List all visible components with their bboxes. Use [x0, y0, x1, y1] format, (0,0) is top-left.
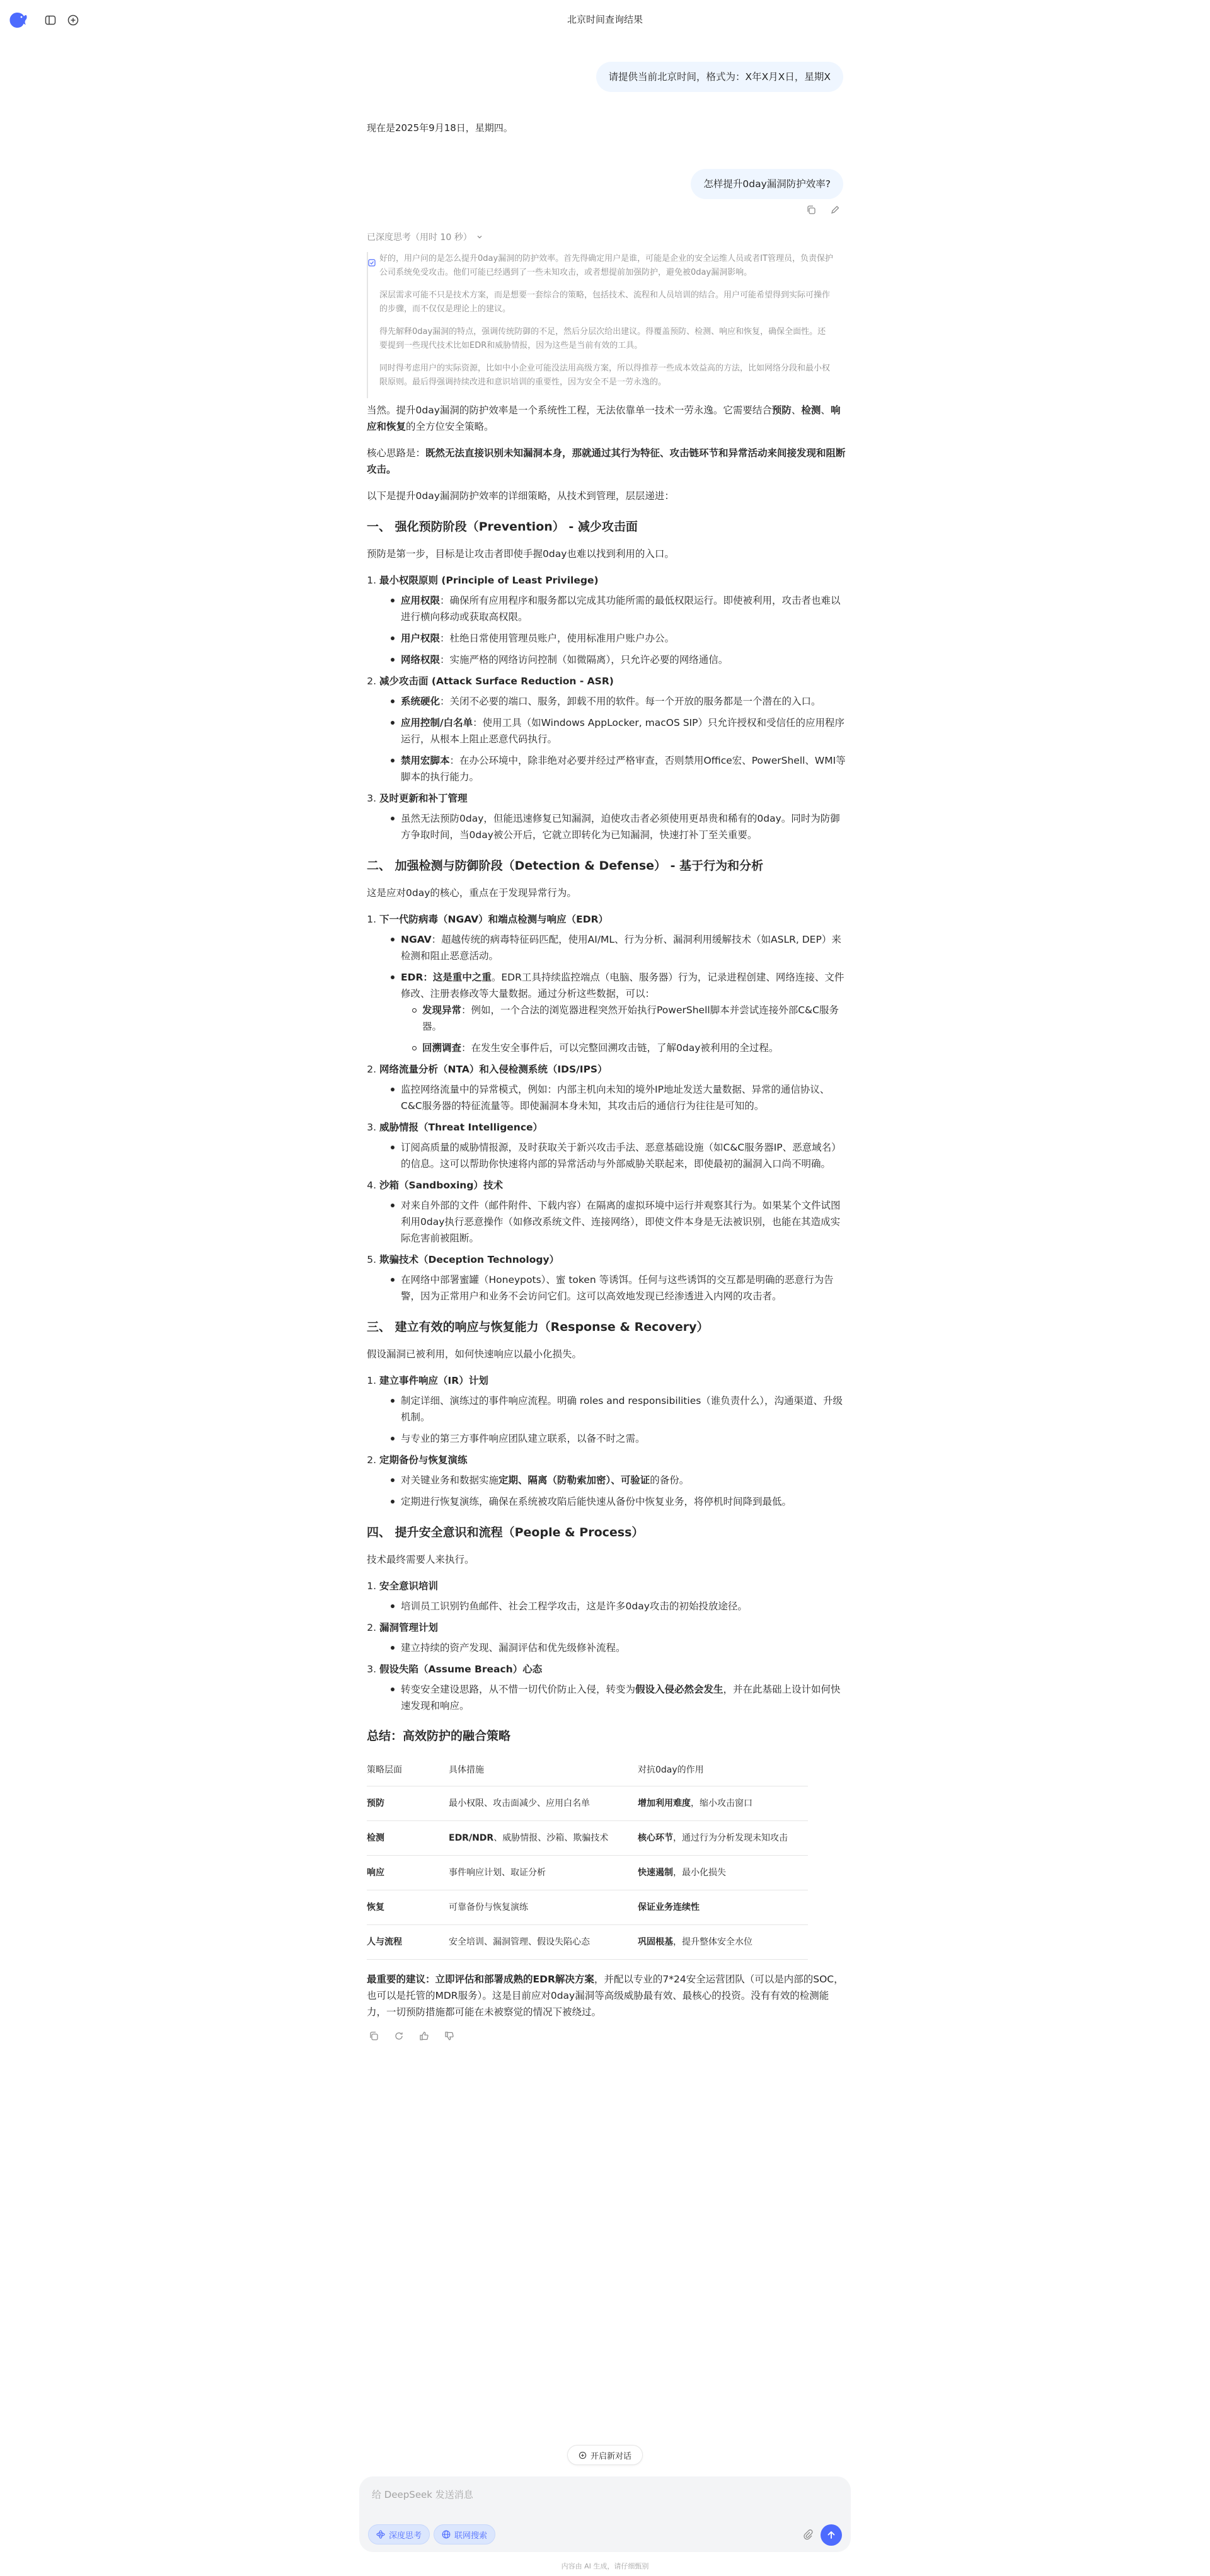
list-item: 1. 最小权限原则 (Principle of Least Privilege) 应用权限：确保所有应用程序和服务都以完成其功能所需的最低权限运行。即使被利用，攻击者也难以进行横向移动或获取高权限。 用户权限：杜绝日常使用管理员账户，使用标准用户账户办公。 网络权限：实施严格的网络访问控制（如微隔离），只允许必要的网络通信。: [379, 572, 846, 668]
list-item: 3. 假设失陷（Assume Breach）心态 转变安全建设思路，从不惜一切代价防止入侵，转变为假设入侵必然会发生，并在此基础上设计如何快速发现和响应。: [379, 1661, 846, 1714]
list-item: 2. 减少攻击面 (Attack Surface Reduction - ASR) 系统硬化：关闭不必要的端口、服务，卸载不用的软件。每一个开放的服务都是一个潜在的入口。 应用控制/白名单：使用工具（如Windows AppLocker, macOS SIP）只允许授权和受信任的应用程序运行，从根本上阻止恶意代码执行。 禁用宏脚本：在办公环境中，除非绝对必要并经过严格审查，否则禁用Office宏、PowerShell、WMI等脚本的执行能力。: [379, 673, 846, 785]
atom-icon: [376, 2530, 385, 2539]
think-paragraph: 得先解释0day漏洞的特点，强调传统防御的不足，然后分层次给出建议。得覆盖预防、检测、响应和恢复，确保全面性。还要提到一些现代技术比如EDR和威胁情报，因为这些是当前有效的工具。: [379, 327, 826, 350]
list-item: 定期进行恢复演练，确保在系统被攻陷后能快速从备份中恢复业务，将停机时间降到最低。: [389, 1493, 846, 1510]
section-heading: 一、 强化预防阶段（Prevention） - 减少攻击面: [367, 520, 638, 534]
list-item: 发现异常：例如，一个合法的浏览器进程突然开始执行PowerShell脚本并尝试连接外部C&C服务器。: [411, 1002, 846, 1035]
user-message-2: 怎样提升0day漏洞防护效率?: [691, 169, 843, 199]
answer-core-idea: 核心思路是：既然无法直接识别未知漏洞本身，那就通过其行为特征、攻击链环节和异常活动来间接发现和阻断攻击。: [367, 447, 846, 475]
copy-icon[interactable]: [804, 203, 818, 217]
list-item: 禁用宏脚本：在办公环境中，除非绝对必要并经过严格审查，否则禁用Office宏、PowerShell、WMI等脚本的执行能力。: [389, 752, 846, 785]
list-item: 制定详细、演练过的事件响应流程。明确 roles and responsibilities（谁负责什么），沟通渠道、升级机制。: [389, 1393, 846, 1425]
table-row: 响应 事件响应计划、取证分析 快速遏制，最小化损失: [367, 1856, 808, 1890]
list-item: 5. 欺骗技术（Deception Technology） 在网络中部署蜜罐（Honeypots）、蜜 token 等诱饵。任何与这些诱饵的交互都是明确的恶意行为告警，因为正常用户和业务不会访问它们。这可以高效地发现已经渗透进入内网的攻击者。: [379, 1251, 846, 1304]
list-item: NGAV：超越传统的病毒特征码匹配，使用AI/ML、行为分析、漏洞利用缓解技术（如ASLR, DEP）来检测和阻止恶意活动。: [389, 931, 846, 964]
list-item: 系统硬化：关闭不必要的端口、服务，卸载不用的软件。每一个开放的服务都是一个潜在的入口。: [389, 693, 846, 710]
section-heading: 四、 提升安全意识和流程（People & Process）: [367, 1526, 644, 1539]
list-item: 监控网络流量中的异常模式，例如：内部主机向未知的境外IP地址发送大量数据、异常的通信协议、C&C服务器的特征流量等。即使漏洞本身未知，其攻击后的通信行为往往是可知的。: [389, 1081, 846, 1114]
user-message-1: 请提供当前北京时间，格式为：X年X月X日，星期X: [596, 62, 843, 92]
thumbs-up-icon[interactable]: [417, 2029, 431, 2043]
list-item: 建立持续的资产发现、漏洞评估和优先级修补流程。: [389, 1640, 846, 1656]
deep-think-label: 深度思考: [389, 2531, 422, 2541]
think-paragraph: 深层需求可能不只是技术方案，而是想要一套综合的策略，包括技术、流程和人员培训的结合。用户可能希望得到实际可操作的步骤，而不仅仅是理论上的建议。: [379, 290, 831, 314]
list-item: 对关键业务和数据实施定期、隔离（防勒索加密）、可验证的备份。: [389, 1472, 846, 1488]
answer-lead: 以下是提升0day漏洞防护效率的详细策略，从技术到管理，层层递进：: [367, 490, 674, 502]
list-item: 转变安全建设思路，从不惜一切代价防止入侵，转变为假设入侵必然会发生，并在此基础上设计如何快速发现和响应。: [389, 1681, 846, 1714]
section-intro: 技术最终需要人来执行。: [367, 1554, 475, 1565]
list-item: 用户权限：杜绝日常使用管理员账户，使用标准用户账户办公。: [389, 630, 846, 647]
copy-icon[interactable]: [367, 2029, 381, 2043]
chevron-down-icon: [476, 233, 483, 241]
user-message-actions: [804, 203, 842, 217]
list-item: 网络权限：实施严格的网络访问控制（如微隔离），只允许必要的网络通信。: [389, 652, 846, 668]
list-item: 回溯调查：在发生安全事件后，可以完整回溯攻击链，了解0day被利用的全过程。: [411, 1040, 846, 1056]
think-label: 已深度思考（用时 10 秒）: [367, 233, 472, 243]
table-row: 检测 EDR/NDR、威胁情报、沙箱、欺骗技术 核心环节，通过行为分析发现未知攻击: [367, 1821, 808, 1856]
section-intro: 假设漏洞已被利用，如何快速响应以最小化损失。: [367, 1348, 582, 1360]
list-item: 应用控制/白名单：使用工具（如Windows AppLocker, macOS SIP）只允许授权和受信任的应用程序运行，从根本上阻止恶意代码执行。: [389, 715, 846, 747]
list-item: 虽然无法预防0day，但能迅速修复已知漏洞，迫使攻击者必须使用更昂贵和稀有的0day。同时为防御方争取时间，当0day被公开后，它就立即转化为已知漏洞，快速打补丁至关重要。: [389, 810, 846, 843]
assistant-answer-1: 现在是2025年9月18日，星期四。: [367, 122, 513, 134]
section-intro: 预防是第一步，目标是让攻击者即使手握0day也难以找到利用的入口。: [367, 548, 674, 560]
table-header: 具体措施: [449, 1754, 638, 1786]
top-bar: [0, 0, 1210, 40]
send-button[interactable]: [821, 2524, 842, 2546]
section-4-list: [367, 1578, 846, 1714]
ai-disclaimer: 内容由 AI 生成，请仔细甄别: [561, 2562, 649, 2570]
table-row: 人与流程 安全培训、漏洞管理、假设失陷心态 巩固根基，提升整体安全水位: [367, 1925, 808, 1960]
table-header-row: [367, 1754, 808, 1786]
answer-actions: [367, 2029, 846, 2043]
section-2-list: [367, 911, 846, 1304]
web-search-label: 联网搜索: [454, 2531, 488, 2541]
globe-icon: [442, 2530, 451, 2539]
list-item: 订阅高质量的威胁情报源，及时获取关于新兴攻击手法、恶意基础设施（如C&C服务器IP、恶意域名）的信息。这可以帮助你快速将内部的异常活动与外部威胁关联起来，即使最初的漏洞入口尚不明确。: [389, 1139, 846, 1172]
message-input[interactable]: 给 DeepSeek 发送消息: [372, 2489, 473, 2500]
list-item: 1. 下一代防病毒（NGAV）和端点检测与响应（EDR） NGAV：超越传统的病毒特征码匹配，使用AI/ML、行为分析、漏洞利用缓解技术（如ASLR, DEP）来检测和阻止恶意活动。 EDR：这是重中之重。EDR工具持续监控端点（电脑、服务器）行为，记录进程创建、网络连接、文件修改、注册表修改等大量数据。通过分析这些数据，可以： 发现异常：例如，一个合法的浏览器进程突然开始执行PowerShell脚本并尝试连接外部C&C服务器。 回溯调查：在发生安全事件后，可以完整回溯攻击链，了解0day被利用的全过程。: [379, 911, 846, 1056]
list-item: 4. 沙箱（Sandboxing）技术 对来自外部的文件（邮件附件、下载内容）在隔离的虚拟环境中运行并观察其行为。如果某个文件试图利用0day执行恶意操作（如修改系统文件、连接网络），即使文件本身是无法被识别，也能在其造成实际危害前被阻断。: [379, 1177, 846, 1246]
list-item: 1. 安全意识培训 培训员工识别钓鱼邮件、社会工程学攻击，这是许多0day攻击的初始投放途径。: [379, 1578, 846, 1614]
section-intro: 这是应对0day的核心，重点在于发现异常行为。: [367, 887, 577, 899]
think-paragraph: 好的，用户问的是怎么提升0day漏洞的防护效率。首先得确定用户是谁，可能是企业的安全运维人员或者IT管理员，负责保护公司系统免受攻击。他们可能已经遇到了一些未知攻击，或者想提前加强防护，避免被0day漏洞影响。: [379, 254, 833, 277]
list-item: 3. 威胁情报（Threat Intelligence） 订阅高质量的威胁情报源，及时获取关于新兴攻击手法、恶意基础设施（如C&C服务器IP、恶意域名）的信息。这可以帮助你快速将内部的异常活动与外部威胁关联起来，即使最初的漏洞入口尚不明确。: [379, 1119, 846, 1172]
table-row: 预防 最小权限、攻击面减少、应用白名单 增加利用难度，缩小攻击窗口: [367, 1786, 808, 1821]
list-item: 2. 漏洞管理计划 建立持续的资产发现、漏洞评估和优先级修补流程。: [379, 1619, 846, 1656]
list-item: 在网络中部署蜜罐（Honeypots）、蜜 token 等诱饵。任何与这些诱饵的交互都是明确的恶意行为告警，因为正常用户和业务不会访问它们。这可以高效地发现已经渗透进入内网的攻击者。: [389, 1272, 846, 1304]
regenerate-icon[interactable]: [392, 2029, 406, 2043]
think-paragraph: 同时得考虑用户的实际资源，比如中小企业可能没法用高级方案，所以得推荐一些成本效益高的方法，比如网络分段和最小权限原则。最后得强调持续改进和意识培训的重要性，因为安全不是一劳永逸的。: [379, 364, 831, 387]
new-chat-icon: [579, 2451, 587, 2459]
edit-icon[interactable]: [828, 203, 842, 217]
table-header: 策略层面: [367, 1754, 449, 1786]
list-item: 培训员工识别钓鱼邮件、社会工程学攻击，这是许多0day攻击的初始投放途径。: [389, 1598, 846, 1614]
final-recommendation: 最重要的建议：立即评估和部署成熟的EDR解决方案，并配以专业的7*24安全运营团队（可以是内部的SOC，也可以是托管的MDR服务）。这是目前应对0day漏洞等高级威胁最有效、最核心的投资。没有有效的检测能力，一切预防措施都可能在未被察觉的情况下被绕过。: [367, 1974, 844, 2018]
section-heading: 二、 加强检测与防御阶段（Detection & Defense） - 基于行为和分析: [367, 859, 764, 873]
table-row: 恢复 可靠备份与恢复演练 保证业务连续性: [367, 1890, 808, 1925]
list-item: 1. 建立事件响应（IR）计划 制定详细、演练过的事件响应流程。明确 roles and responsibilities（谁负责什么），沟通渠道、升级机制。 与专业的第三方事件响应团队建立联系，以备不时之需。: [379, 1372, 846, 1447]
list-item: 应用权限：确保所有应用程序和服务都以完成其功能所需的最低权限运行。即使被利用，攻击者也难以进行横向移动或获取高权限。: [389, 592, 846, 625]
thinking-content: [367, 252, 833, 398]
summary-table: [367, 1754, 808, 1960]
summary-heading: 总结：高效防护的融合策略: [367, 1729, 511, 1743]
deep-think-toggle[interactable]: [367, 231, 483, 243]
message-composer[interactable]: [359, 2476, 851, 2552]
answer-intro: 当然。提升0day漏洞的防护效率是一个系统性工程，无法依靠单一技术一劳永逸。它需要结合预防、检测、响应和恢复的全方位安全策略。: [367, 405, 841, 432]
web-search-chip[interactable]: [434, 2524, 495, 2544]
section-3-list: [367, 1372, 846, 1510]
new-chat-label: 开启新对话: [590, 2451, 631, 2461]
deep-think-chip[interactable]: [368, 2524, 430, 2544]
section-heading: 三、 建立有效的响应与恢复能力（Response & Recovery）: [367, 1320, 709, 1334]
list-item: 2. 定期备份与恢复演练 对关键业务和数据实施定期、隔离（防勒索加密）、可验证的备份。 定期进行恢复演练，确保在系统被攻陷后能快速从备份中恢复业务，将停机时间降到最低。: [379, 1452, 846, 1510]
list-item: 2. 网络流量分析（NTA）和入侵检测系统（IDS/IPS） 监控网络流量中的异常模式，例如：内部主机向未知的境外IP地址发送大量数据、异常的通信协议、C&C服务器的特征流量等。即使漏洞本身未知，其攻击后的通信行为往往是可知的。: [379, 1061, 846, 1114]
section-1-list: [367, 572, 846, 843]
page-title: 北京时间查询结果: [567, 14, 643, 25]
list-item: 3. 及时更新和补丁管理 虽然无法预防0day，但能迅速修复已知漏洞，迫使攻击者必须使用更昂贵和稀有的0day。同时为防御方争取时间，当0day被公开后，它就立即转化为已知漏洞，快速打补丁至关重要。: [379, 790, 846, 843]
list-item: EDR：这是重中之重。EDR工具持续监控端点（电脑、服务器）行为，记录进程创建、网络连接、文件修改、注册表修改等大量数据。通过分析这些数据，可以： 发现异常：例如，一个合法的浏览器进程突然开始执行PowerShell脚本并尝试连接外部C&C服务器。 回溯调查：在发生安全事件后，可以完整回溯攻击链，了解0day被利用的全过程。: [389, 969, 846, 1056]
thumbs-down-icon[interactable]: [442, 2029, 456, 2043]
paperclip-icon[interactable]: [800, 2527, 815, 2542]
send-arrow-icon: [826, 2530, 836, 2540]
assistant-answer-2: [367, 402, 846, 2043]
table-header: 对抗0day的作用: [638, 1754, 808, 1786]
list-item: 与专业的第三方事件响应团队建立联系，以备不时之需。: [389, 1430, 846, 1447]
list-item: 对来自外部的文件（邮件附件、下载内容）在隔离的虚拟环境中运行并观察其行为。如果某个文件试图利用0day执行恶意操作（如修改系统文件、连接网络），即使文件本身是无法被识别，也能在其造成实际危害前被阻断。: [389, 1197, 846, 1246]
new-chat-pill-button[interactable]: [567, 2445, 643, 2465]
